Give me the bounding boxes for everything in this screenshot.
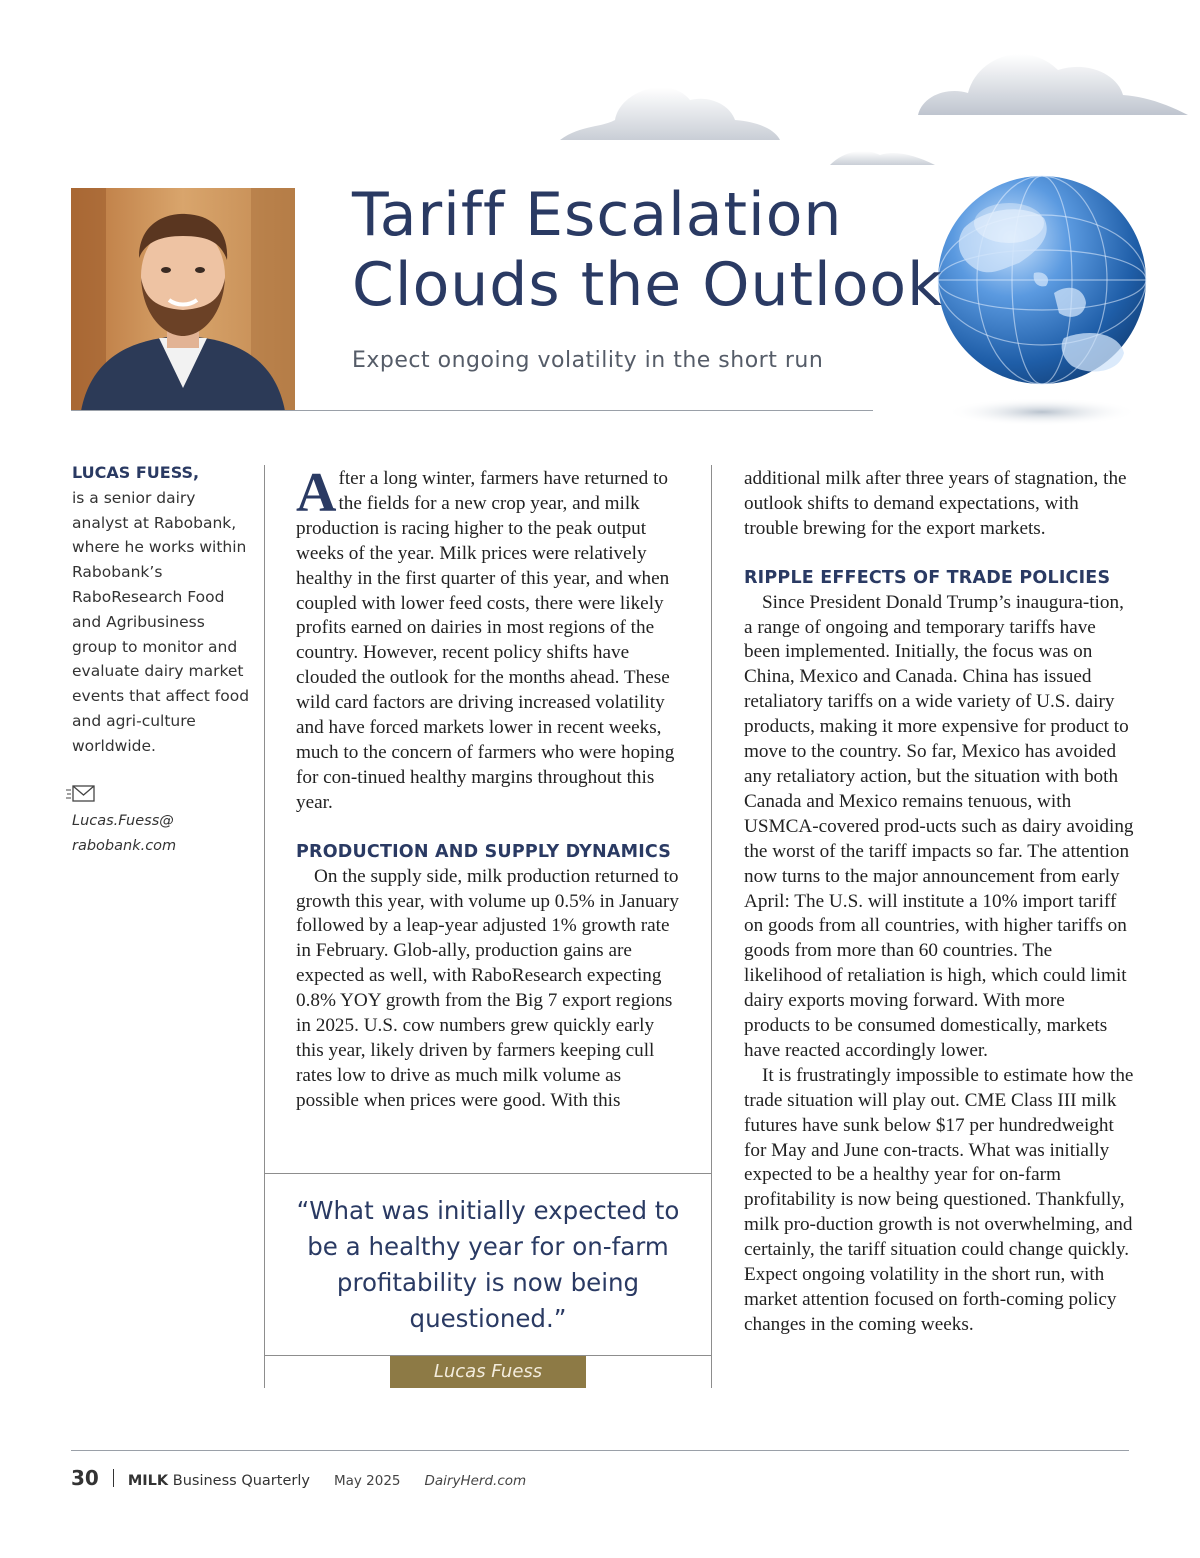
article-title [352, 180, 952, 320]
email-line-2: rabobank.com [72, 838, 177, 854]
production-paragraph: On the supply side, milk production returned to growth this year, with volume up 0.5% in January followed by a leap-year adjusted 1% growth rate in February. Glob-ally, production gains are expected as well, with RaboResearch expecting 0.8% YOY growth from the Big 7 export regions in 2025. U.S. cow numbers grew quickly early this year, likely driven by farmers keeping cull rates low to drive as much milk volume as possible when prices were good. With this [296, 865, 679, 1111]
title-line-1: Tariff Escalation [352, 180, 843, 250]
section-heading-trade: RIPPLE EFFECTS OF TRADE POLICIES [744, 567, 1111, 588]
intro-paragraph [296, 462, 686, 816]
issue-date: May 2025 [333, 1473, 401, 1489]
intro-text: fter a long winter, farmers have returned to the fields for a new crop year, and milk production is racing higher to the peak output weeks of the year. Milk prices were relatively healthy in the first quarter of this year, and when coupled with lower feed costs, there were likely profits earned on dairies in most regions of the country. However, recent policy shifts have clouded the outlook for the months ahead. These wild card factors are driving increased volatility and have forced markets lower in recent weeks, much to the concern of farmers who were hoping for con-tinued healthy margins throughout this year. [296, 468, 675, 813]
footer-separator [113, 1469, 114, 1487]
author-description: is a senior dairy analyst at Rabobank, where he works within Rabobank’s RaboResearch Food and Agribusiness group to monitor and evaluate dairy market events that affect food and agri-culture worldwide. [72, 488, 250, 755]
title-line-2: Clouds the Outlook [352, 250, 943, 320]
pull-quote-text: “What was initially expected to be a healthy year for on-farm profitability is now being questioned.” [296, 1196, 680, 1333]
footer-divider [71, 1450, 1129, 1451]
article-column-2 [744, 467, 1134, 1338]
article-column-1 [296, 462, 686, 1114]
envelope-icon [66, 784, 96, 804]
section-heading-production: PRODUCTION AND SUPPLY DYNAMICS [296, 841, 672, 862]
globe-illustration [934, 168, 1154, 428]
author-bio [72, 461, 252, 759]
email-line-1: Lucas.Fuess@ [72, 813, 174, 829]
outlook-paragraph: It is frustratingly impossible to estimate how the trade situation will play out. CME Class III milk futures have sunk below $17 per hundredweight for May and June con-tracts. What was initially expected to be a healthy year for on-farm profitability is now being questioned. Thankfully, milk pro-duction growth is not overwhelming, and certainly, the tariff situation could change quickly. Expect ongoing volatility in the short run, with market attention focused on forth-coming policy changes in the coming weeks. [744, 1064, 1134, 1335]
author-email[interactable] [72, 809, 252, 859]
column-divider-right [711, 465, 712, 1388]
magazine-name: Business Quarterly [168, 1473, 310, 1489]
pull-quote-author: Lucas Fuess [390, 1356, 586, 1388]
author-photo [71, 188, 295, 411]
magazine-name-bold: MILK [127, 1473, 169, 1489]
cloud-illustration-left [560, 70, 940, 170]
cloud-illustration-right [918, 45, 1188, 120]
page-footer [71, 1466, 526, 1496]
trade-paragraph: Since President Donald Trump’s inaugura-tion, a range of ongoing and temporary tariffs have been implemented. Initially, the focus was on China, Mexico and Canada. China has issued retaliatory tariffs on a wide variety of U.S. dairy products, making it more expensive for product to move to the country. So far, Mexico has avoided any retaliatory action, but the situation with both Canada and Mexico remains tenuous, with USMCA-covered prod-ucts such as dairy avoiding the worst of the tariff impacts so far. The attention now turns to the major announcement from early April: The U.S. will institute a 10% import tariff on goods from all countries, with higher tariffs on goods from more than 60 countries. The likelihood of retaliation is high, which could limit dairy exports moving forward. With more products to be consumed domestically, markets have reacted accordingly lower. [744, 591, 1134, 1061]
production-paragraph-continued: additional milk after three years of stagnation, the outlook shifts to demand expectations, with trouble brewing for the export markets. [744, 468, 1127, 539]
drop-cap: A [296, 462, 337, 524]
author-name: LUCAS FUESS, [72, 463, 200, 482]
header-divider [71, 410, 873, 411]
page-number: 30 [71, 1466, 99, 1490]
article-subtitle: Expect ongoing volatility in the short run [352, 348, 824, 373]
website-link[interactable]: DairyHerd.com [424, 1473, 527, 1489]
